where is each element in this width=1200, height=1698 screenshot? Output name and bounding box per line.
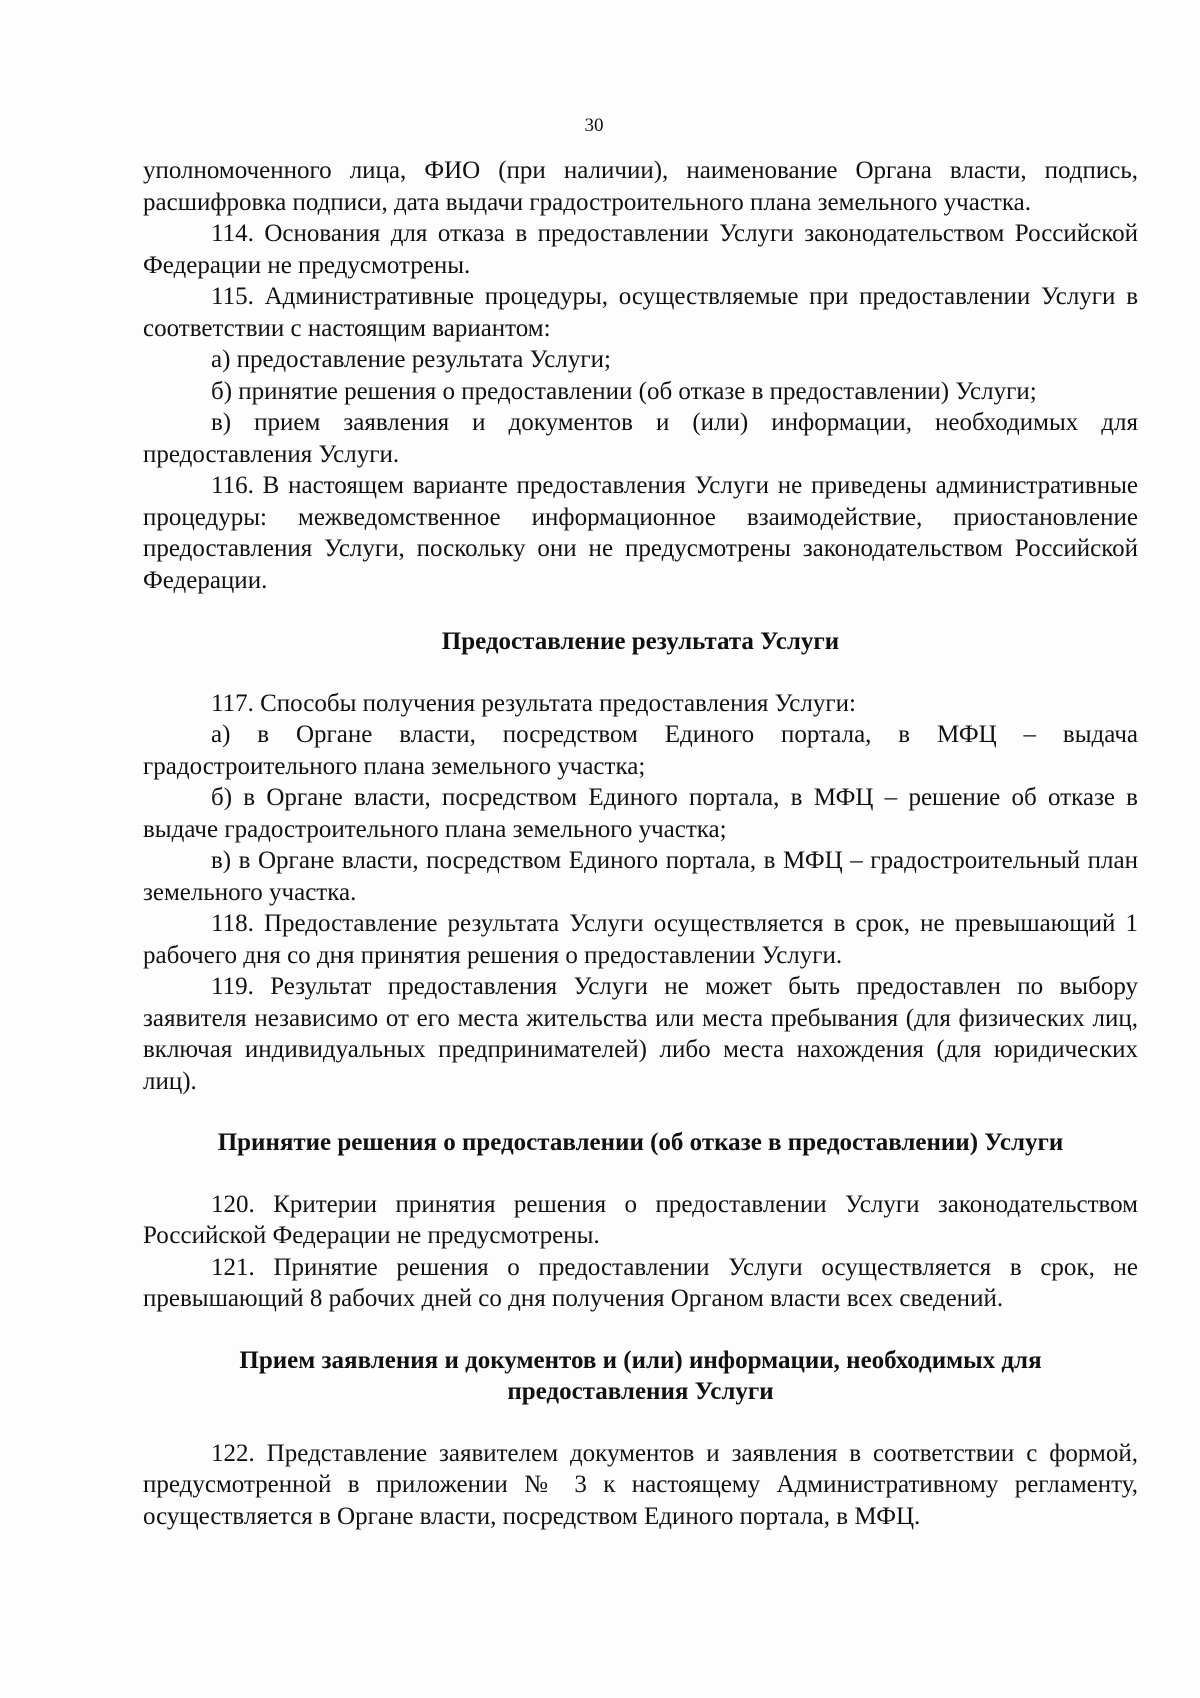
list-item-b: б) в Органе власти, посредством Единого портала, в МФЦ – решение об отказе в выдаче градостроительного плана земельного участка; xyxy=(143,784,1138,843)
document-body xyxy=(143,155,1138,1532)
heading-line: предоставления Услуги xyxy=(507,1378,774,1405)
paragraph: уполномоченного лица, ФИО (при наличии), наименование Органа власти, подпись, расшифровка подписи, дата выдачи градостроительного плана земельного участка. xyxy=(143,157,1138,216)
list-item-c: в) прием заявления и документов и (или) информации, необходимых для предоставления Услуги. xyxy=(143,409,1138,468)
section-heading-decision xyxy=(143,1127,1138,1159)
paragraph-120: 120. Критерии принятия решения о предоставлении Услуги законодательством Российской Федерации не предусмотрены. xyxy=(143,1190,1138,1249)
paragraph-121: 121. Принятие решения о предоставлении Услуги осуществляется в срок, не превышающий 8 рабочих дней со дня получения Органом власти всех сведений. xyxy=(143,1253,1138,1312)
paragraph-114: 114. Основания для отказа в предоставлении Услуги законодательством Российской Федерации не предусмотрены. xyxy=(143,220,1138,279)
paragraph-116: 116. В настоящем варианте предоставления Услуги не приведены административные процедуры: межведомственное информационное взаимодействие, приостановление предоставления Услуги, поскольку они не предусмотрены законодательством Российской Федерации. xyxy=(143,472,1138,594)
section-heading-result xyxy=(143,626,1138,658)
section-heading-application xyxy=(143,1345,1138,1408)
paragraph-118: 118. Предоставление результата Услуги осуществляется в срок, не превышающий 1 рабочего дня со дня принятия решения о предоставлении Услуги. xyxy=(143,910,1138,969)
list-item-b: б) принятие решения о предоставлении (об отказе в предоставлении) Услуги; xyxy=(211,377,1037,405)
list-item-a: а) предоставление результата Услуги; xyxy=(211,346,611,373)
heading-line: Принятие решения о предоставлении (об отказе в предоставлении) Услуги xyxy=(217,1129,1064,1156)
page-number: 30 xyxy=(584,115,604,136)
paragraph-119: 119. Результат предоставления Услуги не может быть предоставлен по выбору заявителя независимо от его места жительства или места пребывания (для физических лиц, включая индивидуальных предпринимателей) либо места нахождения (для юридических лиц). xyxy=(143,973,1138,1095)
list-item-c: в) в Органе власти, посредством Единого портала, в МФЦ – градостроительный план земельного участка. xyxy=(143,847,1138,906)
paragraph-122: 122. Представление заявителем документов и заявления в соответствии с формой, предусмотренной в приложении № 3 к настоящему Административному регламенту, осуществляется в Органе власти, посредством Единого портала, в МФЦ. xyxy=(143,1439,1138,1530)
heading-line: Прием заявления и документов и (или) информации, необходимых для xyxy=(239,1346,1042,1374)
list-item-a: а) в Органе власти, посредством Единого портала, в МФЦ – выдача градостроительного плана земельного участка; xyxy=(143,721,1138,780)
paragraph-115: 115. Административные процедуры, осуществляемые при предоставлении Услуги в соответствии с настоящим вариантом: xyxy=(143,283,1138,342)
heading-line: Предоставление результата Услуги xyxy=(441,628,840,655)
paragraph-117: 117. Способы получения результата предоставления Услуги: xyxy=(211,689,856,717)
